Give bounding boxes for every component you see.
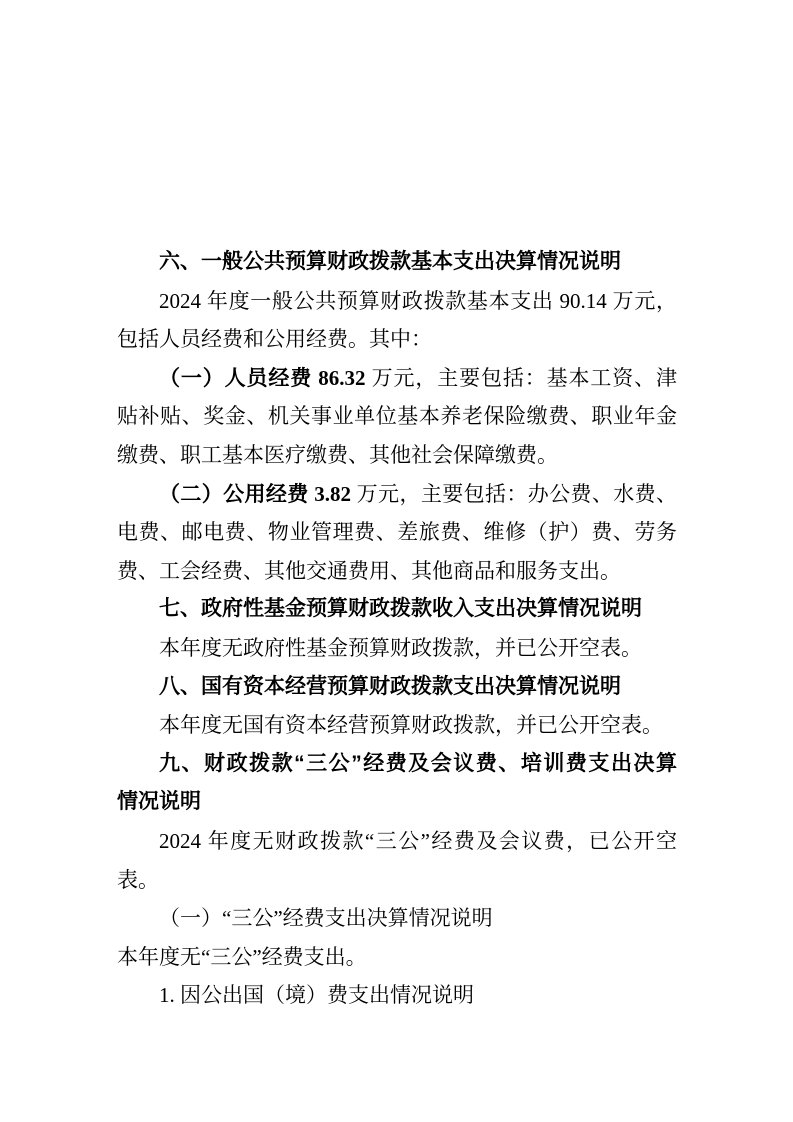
text-line [117,706,677,745]
body-text: 电费、邮电费、物业管理费、差旅费、维修（护）费、劳务 [117,520,677,545]
body-text: 万元，主要包括：基本工资、津 [365,365,677,390]
para-sangong-subheading [117,899,677,938]
text-line [117,899,677,938]
text-line [117,436,677,475]
body-text: 2024 年度无财政拨款“三公”经费及会议费，已公开空 [159,828,677,853]
body-text: 表。 [117,867,159,892]
text-line [117,475,677,514]
text-line [117,938,677,977]
para-section-7-note [117,629,677,668]
body-text: 贴补贴、奖金、机关事业单位基本养老保险缴费、职业年金 [117,404,677,429]
text-line [117,976,677,1015]
text-line [117,590,677,629]
text-line [117,359,677,398]
body-text: （一）“三公”经费支出决算情况说明 [159,906,493,931]
heading-text: 八、国有资本经营预算财政拨款支出决算情况说明 [159,674,621,698]
text-line [117,282,677,321]
para-public-funds [117,475,677,591]
body-text: 万元，主要包括：办公费、水费、 [351,481,678,506]
bold-lead-text: （二）公用经费 3.82 [159,481,352,506]
para-section-6-summary [117,282,677,359]
body-text: 本年度无“三公”经费支出。 [117,944,367,969]
para-personnel-funds [117,359,677,475]
body-text: 包括人员经费和公用经费。其中： [117,327,432,352]
text-line [117,629,677,668]
heading-section-9 [117,745,677,822]
heading-text: 九、财政拨款“三公”经费及会议费、培训费支出决算 [159,751,677,775]
text-line [117,397,677,436]
heading-section-8 [117,668,677,707]
body-text: 2024 年度一般公共预算财政拨款基本支出 90.14 万元， [159,288,677,313]
bold-lead-text: （一）人员经费 86.32 [159,365,366,390]
heading-text: 情况说明 [117,790,201,814]
heading-text: 六、一般公共预算财政拨款基本支出决算情况说明 [159,250,621,273]
document-body [117,243,677,1015]
text-line [117,552,677,591]
text-line [117,861,677,900]
text-line [117,745,677,784]
body-text: 缴费、职工基本医疗缴费、其他社会保障缴费。 [117,442,558,467]
body-text: 1. 因公出国（境）费支出情况说明 [159,983,474,1008]
text-line [117,783,677,822]
body-text: 本年度无国有资本经营预算财政拨款，并已公开空表。 [159,713,663,738]
text-line [117,668,677,707]
para-section-9-note [117,822,677,899]
para-section-8-note [117,706,677,745]
text-line [117,320,677,359]
text-line [117,243,677,282]
text-line [117,513,677,552]
para-sangong-note [117,938,677,977]
heading-text: 七、政府性基金预算财政拨款收入支出决算情况说明 [159,597,642,621]
body-text: 费、工会经费、其他交通费用、其他商品和服务支出。 [117,558,621,583]
para-item-1-heading [117,976,677,1015]
body-text: 本年度无政府性基金预算财政拨款，并已公开空表。 [159,635,642,660]
text-line [117,822,677,861]
heading-section-7 [117,590,677,629]
heading-section-6 [117,243,677,282]
